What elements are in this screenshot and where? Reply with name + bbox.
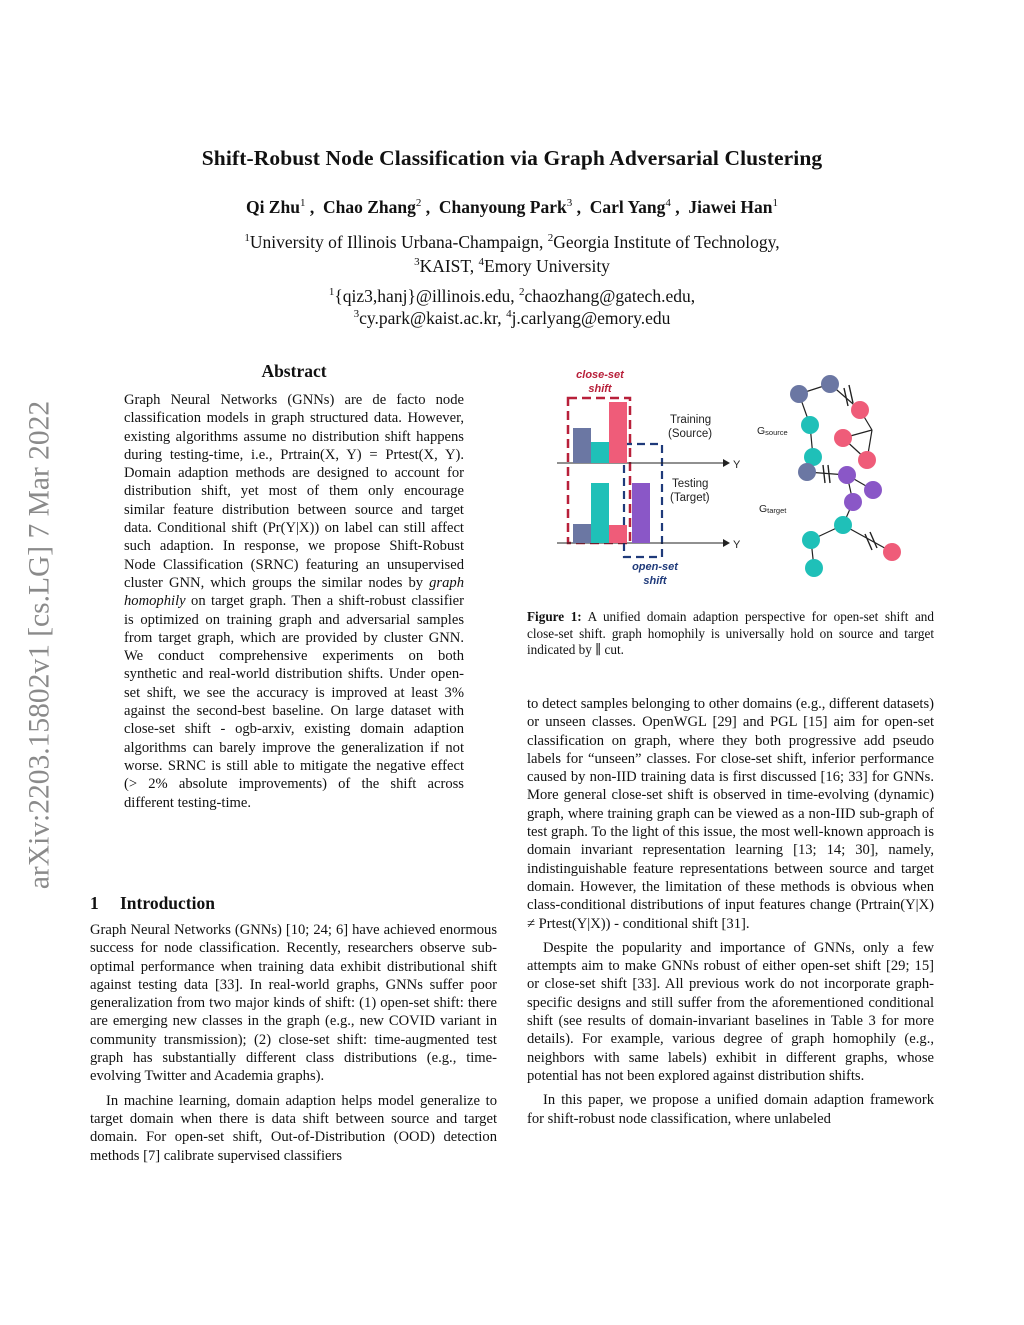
testing-label: Testing (672, 478, 709, 490)
paragraph: Graph Neural Networks (GNNs) [10; 24; 6] have achieved enormous success for node classification. Recently, researchers observe sub-optimal performance when training data exhibit distributional shift against testing data [33]. In real-world graphs, GNNs suffer poor generalization from two major kinds of shift: (1) open-set shift: there are emerging new classes in the graph (e.g., new COVID variant in community transmission); (2) close-set shift: time-augmented test graph has substantially different class distributions (e.g., time-evolving Twitter and Academia graphs). (90, 922, 497, 1085)
graph-node (883, 543, 901, 561)
test-bar-gray (573, 524, 591, 543)
graph-node (864, 481, 882, 499)
open-set-label: open-set (632, 561, 678, 573)
author: Qi Zhu$^1$ (245, 197, 306, 217)
open-set-label-2: shift (643, 575, 667, 587)
graph-node (834, 516, 852, 534)
abstract-body: Graph Neural Networks (GNNs) are de facto node classification models in graph structured data. However, existing algorithms assume no distribution shift happens during testing-time, i.e., Prtrain(X, Y) = Prtest(X, Y). Domain adaption methods are designed to account for distribution shift, yet most of them only encourage similar feature distribution between source and target data. Conditional shift (Pr(Y|X)) on label can still affect such adaption. In response, we propose Shift-Robust Node Classification (SRNC) featuring an unsupervised cluster GNN, which groups the similar nodes by graph homophily on target graph. Then a shift-robust classifier is optimized on training graph and adversarial samples from target graph, which are provided by cluster GNN. We conduct comprehensive experiments on both synthetic and real-world distribution shifts. Under open-set shift, we see the accuracy is improved at least 3% against the second-best baseline. On large dataset with close-set shift - ogb-arxiv, existing domain adaption algorithms can barely improve the generalization if not worse. SRNC is still able to mitigate the negative effect (> 2% absolute improvements) of the shift across different testing-time. (124, 392, 464, 811)
train-bar-pink (609, 402, 627, 463)
graph-node (805, 559, 823, 577)
graph-node (801, 416, 819, 434)
figure-1-diagram (527, 362, 934, 594)
author-list: Qi Zhu$^1$ , Chao Zhang$^2$ , Chanyoung Park$^3$ , Carl Yang$^4$ , Jiawei Han$^1$ (245, 197, 779, 217)
g-source-label: Gsource (757, 425, 788, 437)
train-bar-gray (573, 428, 591, 463)
author: Chanyoung Park$^3$ (438, 197, 573, 217)
abstract-heading: Abstract (261, 361, 327, 381)
arrowhead (723, 459, 730, 467)
y-axis-label: Y (733, 459, 741, 471)
graph-node (844, 493, 862, 511)
paragraph: In machine learning, domain adaption helps model generalize to target domain when there is data shift between source and target domain. For open-set shift, Out-of-Distribution (OOD) detection methods [7] calibrate supervised classifiers (90, 1092, 497, 1164)
paper-title: Shift-Robust Node Classification via Graph Adversarial Clustering (201, 146, 823, 170)
author: Jiawei Han$^1$ (688, 197, 779, 217)
paragraph: In this paper, we propose a unified domain adaption framework for shift-robust node classification, where unlabeled (527, 1092, 934, 1127)
training-source-label: (Source) (668, 428, 713, 440)
graph-node (838, 466, 856, 484)
arrowhead (723, 539, 730, 547)
author: Chao Zhang$^2$ (322, 197, 422, 217)
right-column (527, 695, 934, 1134)
email-line-2: $^3$cy.park@kaist.ac.kr, $^4$j.carlyang@emory.edu (353, 307, 671, 328)
paragraph: to detect samples belonging to other domains (e.g., different datasets) or unseen classes. OpenWGL [29] and PGL [15] aim for open-set classification on graph, where they both progressive add pseudo labels for “unseen” classes. For close-set shift, inferior performance caused by non-IID training data is first discussed [16; 33] for GNNs. More general close-set shift is observed in time-evolving (dynamic) graph, where training graph can be viewed as a non-IID sub-graph of test graph. To the light of this issue, the most well-known approach is domain invariant representation learning [13; 14; 30], namely, indistinguishable feature representations between source and target domain. However, the limitation of these methods is obvious when class-conditional distributions of input features change (Prtrain(Y|X) ≠ Prtest(Y|X)) - conditional shift [31]. (527, 696, 934, 932)
y-axis-label: Y (733, 539, 741, 551)
email-line-1: $^1${qiz3,hanj}@illinois.edu, $^2$chaozhang@gatech.edu, (328, 285, 696, 306)
graph-node (858, 451, 876, 469)
close-set-label: close-set (576, 369, 624, 381)
arxiv-side-label (10, 350, 70, 940)
figure-1 (527, 362, 934, 599)
training-label: Training (670, 414, 712, 426)
section-heading-introduction: 1 Introduction (90, 893, 215, 913)
equation-prtrain: Prtrain(X, Y) = Prtest(X, Y). (280, 446, 464, 463)
testing-target-label: (Target) (670, 492, 710, 504)
equation-conditional: (Pr(Y|X)) (262, 520, 320, 537)
graph-node (790, 385, 808, 403)
affiliation-line-2: $^3$KAIST, $^4$Emory University (414, 255, 610, 276)
test-bar-pink (609, 525, 627, 543)
test-bar-purple (632, 483, 650, 543)
g-target-label: Gtarget (759, 503, 787, 515)
author: Carl Yang$^4$ (589, 197, 671, 217)
close-set-label-2: shift (588, 383, 612, 395)
graph-node (798, 463, 816, 481)
affiliation-line-1: $^1$University of Illinois Urbana-Champaign, $^2$Georgia Institute of Technology, (244, 231, 780, 252)
figure-caption: Figure 1: A unified domain adaption perspective for open-set shift and close-set shift. graph homophily is universally hold on source and target indicated by ∥ cut. (527, 609, 934, 657)
test-bar-teal (591, 483, 609, 543)
graph-node (821, 375, 839, 393)
paragraph: Despite the popularity and importance of GNNs, only a few attempts aim to make GNNs robust of either open-set shift [29; 15] or close-set shift [33]. All previous work do not incorporate graph-specific designs and still suffer from the aforementioned conditional shift (see results of domain-invariant baselines in Table 3 for more details). For example, various degree of graph homophily (e.g., neighbors with same labels) exhibit in different graphs, whose potential has not been explored against distribution shifts. (527, 939, 934, 1084)
arxiv-id-text: arXiv:2203.15802v1 [cs.LG] 7 Mar 2022 (23, 400, 56, 890)
graph-node (802, 531, 820, 549)
train-bar-teal (591, 442, 609, 463)
graph-node (834, 429, 852, 447)
intro-left-column (90, 921, 497, 1171)
graph-node (851, 401, 869, 419)
